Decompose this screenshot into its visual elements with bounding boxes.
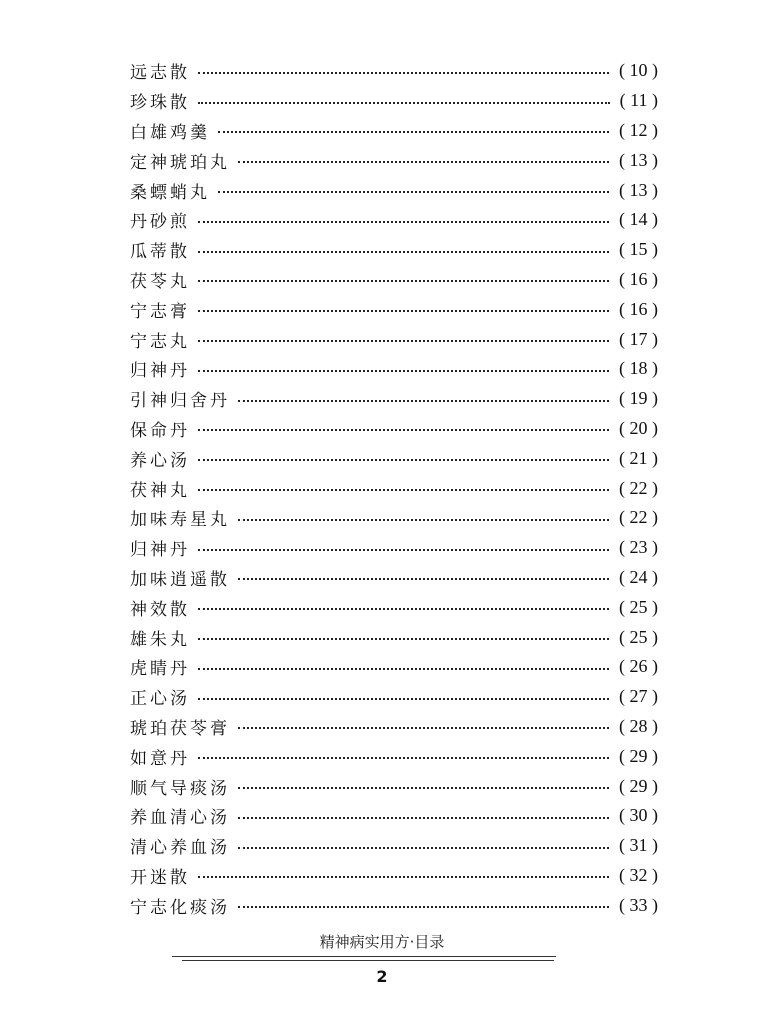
toc-entry-page: ( 21 ) [619, 447, 658, 468]
toc-entry-page: ( 10 ) [619, 60, 658, 81]
toc-dot-leader [198, 668, 609, 670]
toc-dot-leader [198, 608, 609, 610]
toc-entry-title: 远志散 [130, 63, 190, 84]
toc-entry [130, 861, 658, 891]
toc-entry [130, 890, 658, 920]
toc-dot-leader [198, 102, 610, 104]
toc-dot-leader [198, 310, 609, 312]
toc-entry-title: 正心汤 [130, 689, 190, 710]
toc-entry-page: ( 16 ) [619, 268, 658, 289]
toc-entry-title: 养血清心汤 [130, 808, 230, 829]
toc-entry-page: ( 29 ) [619, 775, 658, 796]
toc-entry [130, 801, 658, 831]
toc-entry-title: 丹砂煎 [130, 212, 190, 233]
toc-entry [130, 175, 658, 205]
toc-dot-leader [238, 817, 609, 819]
toc-entry-title: 加味寿星丸 [130, 510, 230, 531]
toc-entry-title: 宁志丸 [130, 331, 190, 352]
toc-entry-page: ( 31 ) [619, 835, 658, 856]
toc-entry-page: ( 17 ) [619, 328, 658, 349]
toc-entry [130, 563, 658, 593]
toc-dot-leader [198, 757, 609, 759]
toc-entry-title: 归神丹 [130, 361, 190, 382]
toc-entry [130, 741, 658, 771]
toc-dot-leader [198, 429, 609, 431]
toc-dot-leader [238, 578, 609, 580]
toc-entry-title: 保命丹 [130, 420, 190, 441]
toc-dot-leader [198, 459, 609, 461]
toc-entry-title: 雄朱丸 [130, 629, 190, 650]
toc-entry [130, 384, 658, 414]
toc-entry-page: ( 33 ) [619, 894, 658, 915]
toc-entry-page: ( 22 ) [619, 507, 658, 528]
toc-entry-title: 养心汤 [130, 450, 190, 471]
toc-entry-title: 白雄鸡羹 [130, 122, 210, 143]
toc-entry-title: 茯神丸 [130, 480, 190, 501]
toc-dot-leader [238, 906, 609, 908]
toc-entry-page: ( 15 ) [619, 239, 658, 260]
toc-entry-page: ( 32 ) [619, 864, 658, 885]
toc-entry [130, 414, 658, 444]
toc-entry-title: 清心养血汤 [130, 838, 230, 859]
toc-entry [130, 205, 658, 235]
toc-dot-leader [198, 280, 609, 282]
footer-rule [172, 956, 556, 957]
toc-entry-page: ( 14 ) [619, 209, 658, 230]
toc-entry-page: ( 20 ) [619, 417, 658, 438]
toc-entry-page: ( 24 ) [619, 566, 658, 587]
toc-entry-page: ( 11 ) [619, 90, 658, 111]
toc-entry [130, 443, 658, 473]
toc-entry-page: ( 16 ) [619, 298, 658, 319]
toc-entry-title: 茯苓丸 [130, 271, 190, 292]
toc-entry [130, 503, 658, 533]
toc-entry-title: 宁志膏 [130, 301, 190, 322]
toc-entry-page: ( 12 ) [619, 119, 658, 140]
toc-entry [130, 771, 658, 801]
toc-dot-leader [198, 876, 609, 878]
toc-entry-title: 加味逍遥散 [130, 569, 230, 590]
toc-entry [130, 473, 658, 503]
toc-entry [130, 831, 658, 861]
toc-entry [130, 652, 658, 682]
toc-dot-leader [238, 161, 609, 163]
toc-dot-leader [238, 727, 609, 729]
toc-entry [130, 116, 658, 146]
toc-entry-title: 神效散 [130, 599, 190, 620]
toc-entry-title: 琥珀茯苓膏 [130, 718, 230, 739]
toc-entry [130, 86, 658, 116]
toc-entry-title: 开迷散 [130, 867, 190, 888]
toc-entry [130, 145, 658, 175]
toc-entry [130, 592, 658, 622]
toc-dot-leader [218, 131, 609, 133]
toc-entry-title: 虎睛丹 [130, 659, 190, 680]
toc-dot-leader [198, 638, 609, 640]
toc-entry-page: ( 28 ) [619, 715, 658, 736]
toc-dot-leader [238, 400, 609, 402]
toc-dot-leader [198, 340, 609, 342]
toc-dot-leader [238, 787, 609, 789]
toc-entry-page: ( 27 ) [619, 686, 658, 707]
footer-rule-secondary [182, 960, 554, 961]
toc-entry-title: 瓜蒂散 [130, 242, 190, 263]
toc-dot-leader [198, 251, 609, 253]
toc-entry-title: 如意丹 [130, 748, 190, 769]
toc-dot-leader [198, 370, 609, 372]
toc-entry-page: ( 13 ) [619, 179, 658, 200]
toc-entry-title: 宁志化痰汤 [130, 897, 230, 918]
toc-entry [130, 354, 658, 384]
toc-entry [130, 682, 658, 712]
toc-entry-title: 归神丹 [130, 540, 190, 561]
toc-dot-leader [218, 191, 609, 193]
toc-entry [130, 533, 658, 563]
toc-entry-page: ( 25 ) [619, 596, 658, 617]
toc-dot-leader [198, 549, 609, 551]
toc-entry-page: ( 30 ) [619, 805, 658, 826]
toc-entry-page: ( 23 ) [619, 537, 658, 558]
toc-entry [130, 324, 658, 354]
toc-entry-page: ( 26 ) [619, 656, 658, 677]
toc-entry [130, 265, 658, 295]
toc-dot-leader [198, 221, 609, 223]
toc-entry-page: ( 22 ) [619, 477, 658, 498]
toc-dot-leader [238, 519, 609, 521]
toc-dot-leader [198, 489, 609, 491]
toc-entry-title: 桑螵蛸丸 [130, 182, 210, 203]
page-number: 2 [376, 967, 388, 986]
toc-entry-title: 顺气导痰汤 [130, 778, 230, 799]
toc-dot-leader [198, 698, 609, 700]
toc-entry-title: 珍珠散 [130, 93, 190, 114]
toc-entry [130, 56, 658, 86]
toc-entry-title: 定神琥珀丸 [130, 152, 230, 173]
toc-entry-page: ( 18 ) [619, 358, 658, 379]
toc-entry-page: ( 25 ) [619, 626, 658, 647]
toc-dot-leader [238, 847, 609, 849]
toc-entry-page: ( 29 ) [619, 745, 658, 766]
toc-entry [130, 712, 658, 742]
toc-entry-page: ( 13 ) [619, 149, 658, 170]
toc-entry-page: ( 19 ) [619, 388, 658, 409]
toc-entry [130, 622, 658, 652]
toc-entry [130, 235, 658, 265]
toc-entry [130, 294, 658, 324]
toc-entry-title: 引神归舍丹 [130, 391, 230, 412]
running-footer-title: 精神病实用方·目录 [319, 933, 445, 951]
table-of-contents [130, 56, 658, 920]
toc-dot-leader [198, 72, 609, 74]
